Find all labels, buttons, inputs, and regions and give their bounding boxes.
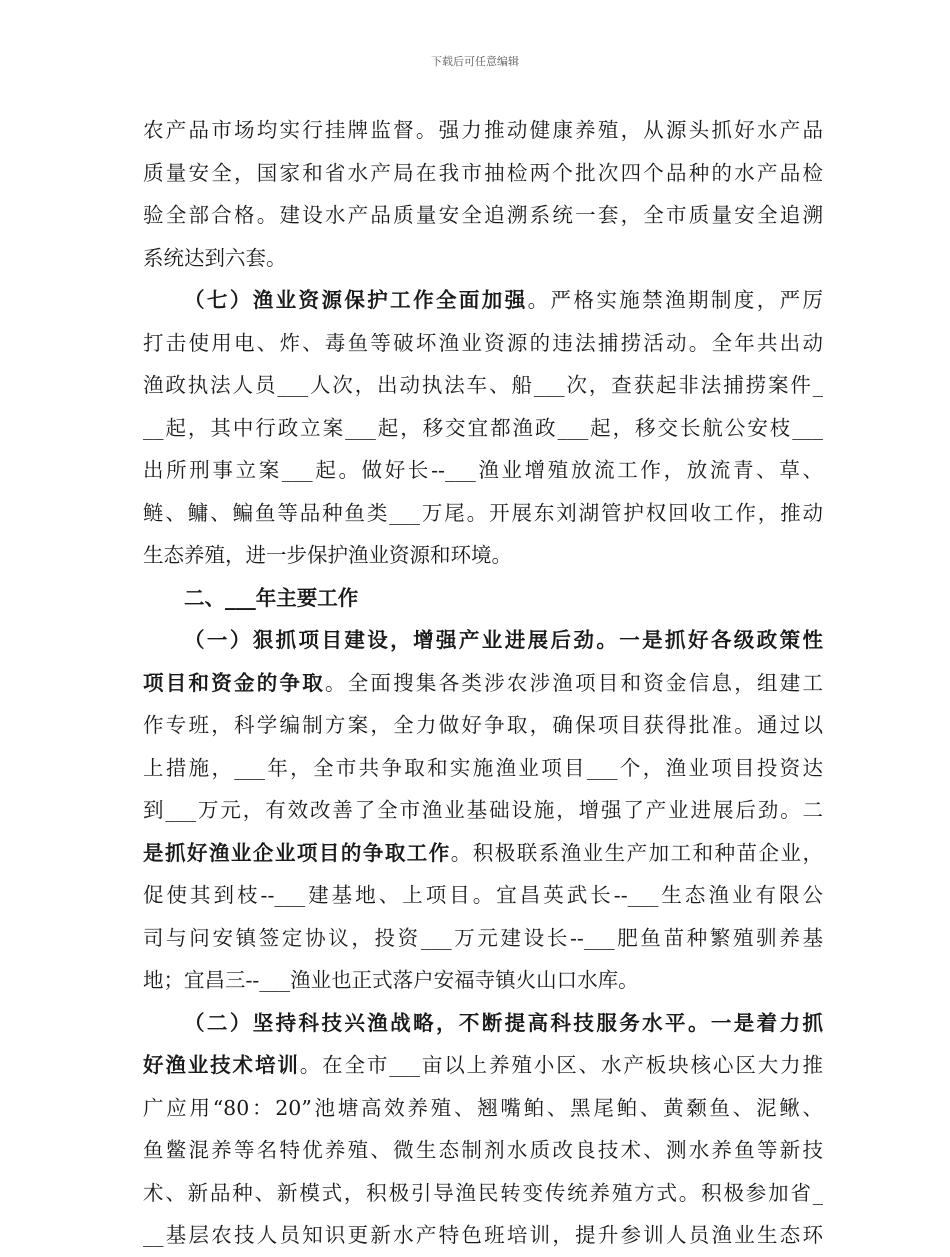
text-segment: 验全部合格。建设水产品质量安全追溯系统一套，全市质量安全追溯: [143, 203, 823, 227]
text-segment: 司与问安镇签定协议，投资___万元建设长--___肥鱼苗种繁殖驯养基: [143, 925, 823, 950]
text-line: [143, 619, 823, 662]
text-line: [143, 832, 823, 875]
text-line: [143, 747, 823, 790]
text-line: [143, 322, 823, 365]
text-line: [143, 364, 823, 407]
text-line: [143, 109, 823, 152]
text-segment: 打击使用电、炸、毒鱼等破坏渔业资源的违法捕捞活动。全年共出动: [143, 330, 823, 355]
text-line: [143, 449, 823, 492]
bold-text: （一）狠抓项目建设，增强产业进展后劲。一是抓好各级政策性: [184, 628, 823, 652]
text-segment: 农产品市场均实行挂牌监督。强力推动健康养殖，从源头抓好水产品: [143, 118, 823, 142]
text-segment: 系统达到六套。: [143, 245, 287, 270]
bold-text: 项目和资金的争取: [143, 670, 325, 695]
text-line: [143, 874, 823, 917]
text-line: [143, 1044, 823, 1087]
text-segment: 。严格实施禁渔期制度，严厉: [527, 288, 824, 312]
text-line: [143, 1214, 823, 1257]
text-segment: 广应用“80：20”池塘高效养殖、翘嘴鲌、黑尾鲌、黄颡鱼、泥鳅、: [143, 1095, 823, 1120]
text-segment: 。在全市___亩以上养殖小区、水产板块核心区大力推: [299, 1053, 824, 1077]
text-segment: 术、新品种、新模式，积极引导渔民转变传统养殖方式。积极参加省_: [143, 1180, 823, 1205]
document-body: [143, 109, 823, 1257]
text-segment: 渔政执法人员___人次，出动执法车、船___次，查获起非法捕捞案件_: [143, 373, 823, 397]
text-line: [143, 1087, 823, 1130]
bold-text: （七）渔业资源保护工作全面加强: [184, 288, 528, 312]
text-segment: 。积极联系渔业生产加工和种苗企业，: [450, 840, 824, 865]
text-segment: 鱼鳖混养等名特优养殖、微生态制剂水质改良技术、测水养鱼等新技: [143, 1138, 823, 1162]
bold-text: （二）坚持科技兴渔战略，不断提高科技服务水平。一是着力抓: [184, 1010, 823, 1035]
text-line: [143, 577, 823, 620]
bold-text: 是抓好渔业企业项目的争取工作: [143, 840, 451, 865]
text-line: [143, 917, 823, 960]
text-line: [143, 1172, 823, 1215]
text-segment: 地；宜昌三--___渔业也正式落户安福寺镇火山口水库。: [143, 968, 639, 992]
text-segment: 作专班，科学编制方案，全力做好争取，确保项目获得批准。通过以: [143, 713, 823, 737]
text-line: [143, 1002, 823, 1045]
text-line: [143, 662, 823, 705]
text-segment: 出所刑事立案___起。做好长--___渔业增殖放流工作，放流青、草、: [143, 458, 823, 482]
text-line: [143, 959, 823, 1002]
bold-text: 好渔业技术培训: [143, 1053, 300, 1077]
text-line: [143, 789, 823, 832]
text-line: [143, 237, 823, 280]
text-line: [143, 1129, 823, 1172]
bold-text: 二、___年主要工作: [184, 585, 359, 610]
text-line: [143, 492, 823, 535]
text-line: [143, 194, 823, 237]
text-segment: 到___万元，有效改善了全市渔业基础设施，增强了产业进展后劲。二: [143, 798, 823, 822]
page-header: 下载后可任意编辑: [431, 55, 519, 68]
text-segment: 质量安全，国家和省水产局在我市抽检两个批次四个品种的水产品检: [143, 160, 823, 185]
text-segment: 促使其到枝--___建基地、上项目。宜昌英武长--___生态渔业有限公: [143, 883, 823, 907]
text-line: [143, 407, 823, 450]
text-line: [143, 279, 823, 322]
text-segment: 生态养殖，进一步保护渔业资源和环境。: [143, 543, 512, 567]
text-line: [143, 152, 823, 195]
text-segment: 鲢、鳙、鳊鱼等品种鱼类___万尾。开展东刘湖管护权回收工作，推动: [143, 500, 823, 525]
text-line: [143, 534, 823, 577]
text-segment: 。全面搜集各类涉农涉渔项目和资金信息，组建工: [324, 670, 824, 695]
text-segment: 上措施，___年，全市共争取和实施渔业项目___个，渔业项目投资达: [143, 755, 823, 780]
text-segment: __起，其中行政立案___起，移交宜都渔政___起，移交长航公安枝___: [143, 415, 823, 440]
text-line: [143, 704, 823, 747]
text-segment: __基层农技人员知识更新水产特色班培训，提升参训人员渔业生态环: [143, 1223, 823, 1247]
